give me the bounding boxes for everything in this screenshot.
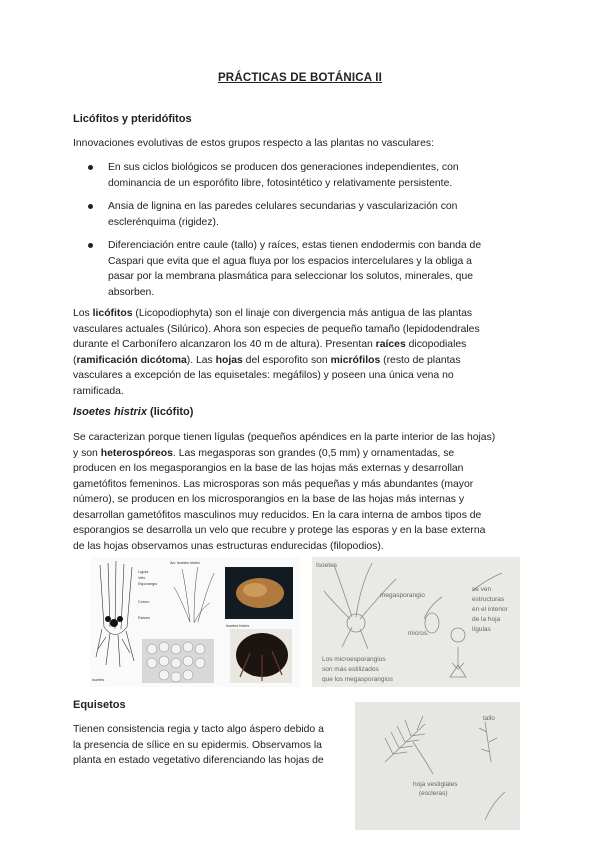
text-run: y son: [73, 447, 101, 459]
svg-text:micros.: micros.: [408, 630, 429, 637]
svg-text:Isoetes: Isoetes: [92, 678, 105, 682]
intro-paragraph: Innovaciones evolutivas de estos grupos respecto a las plantas no vasculares:: [73, 138, 434, 149]
svg-text:Isoetes histrix: Isoetes histrix: [226, 624, 250, 628]
bold-term: raíces: [375, 339, 406, 350]
bullet-line: absorben.: [108, 286, 155, 298]
bullet-line: Diferenciación entre caule (tallo) y raíces, estas tienen endodermis con banda de: [108, 240, 482, 251]
svg-text:que los megasporangios: que los megasporangios: [322, 676, 393, 683]
isoetes-plate-figure: [90, 557, 300, 687]
text-run: (licófito): [146, 406, 194, 418]
text-run: Tienen consistencia regia y tacto algo áspero debido a: [73, 724, 324, 735]
text-run: durante el Carbonífero alcanzaron los 40 m de altura). Presentan: [73, 339, 376, 350]
section-heading-equisetos: Equisetos: [73, 699, 126, 711]
bullet-line: Ansia de lignina en las paredes celulares secundarias y vascularización con: [108, 201, 458, 212]
svg-text:lígulas: lígulas: [472, 626, 491, 633]
bullet-line: dominancia de un esporófito libre, fotosintético y relativamente persistente.: [108, 177, 453, 189]
text-run: Se caracterizan porque tienen lígulas (pequeños apéndices en la parte interior de las hojas): [73, 432, 496, 443]
bullet-item-2: [92, 199, 487, 230]
bullet-dot: [88, 165, 93, 170]
bullet-item-3: [92, 238, 487, 300]
bold-term: micrófilos: [330, 354, 381, 366]
text-run: la presencia de sílice en su epidermis. Observamos la: [73, 739, 322, 751]
svg-text:en el interior: en el interior: [472, 606, 508, 613]
svg-text:megasporangio: megasporangio: [380, 592, 425, 599]
bullet-line: esclerénquima (rigidez).: [108, 216, 219, 228]
svg-text:Velo: Velo: [138, 576, 146, 580]
page-title: PRÁCTICAS DE BOTÁNICA II: [217, 72, 383, 84]
text-run: (: [73, 354, 77, 366]
bold-term: heterospóreos: [100, 447, 173, 459]
text-run: número), se producen en los microsporangios en la base de las hojas más internas y: [73, 494, 465, 505]
text-run: (resto de plantas: [380, 354, 461, 366]
svg-text:Esporangio: Esporangio: [138, 582, 158, 586]
svg-text:son más estilizados: son más estilizados: [322, 666, 379, 673]
text-run: ). Las: [186, 354, 216, 366]
svg-text:Raíces: Raíces: [138, 616, 150, 620]
text-run: planta en estado vegetativo diferenciando las hojas de: [73, 755, 324, 766]
text-run: vasculares actuales (Silúrico). Ahora son especies de pequeño tamaño (lepidodendrales: [73, 323, 480, 335]
svg-text:Cormo: Cormo: [138, 600, 150, 604]
bullet-line: Caspari que evita que el agua fluya por los espacios intercelulares y la obliga a: [108, 255, 472, 267]
bullet-dot: [88, 243, 93, 248]
isoetes-paragraph: [73, 430, 533, 554]
bullet-line: pasar por la membrana plasmática para seleccionar los solutos, minerales, que: [108, 271, 474, 282]
bullet-dot: [88, 204, 93, 209]
svg-text:Los microesporangios: Los microesporangios: [322, 656, 386, 663]
bold-term: hojas: [215, 354, 243, 366]
svg-text:estructuras: estructuras: [472, 596, 505, 603]
text-run: vasculares a excepción de las equisetales: megáfilos) y poseen una única vena no: [73, 370, 454, 381]
text-run: gametófitos femeninos. Las microsporas son más pequeñas y más abundantes (mayor: [73, 478, 474, 490]
equisetos-paragraph: [73, 722, 348, 769]
svg-text:tallo: tallo: [483, 715, 495, 722]
text-run: desarrollan gametófitos masculinos muy reducidos. En la cara interna de ambos tipos de: [73, 509, 482, 521]
text-run: (Licopodiophyta) son el linaje con divergencia más antigua de las plantas: [132, 308, 473, 319]
svg-text:se ven: se ven: [472, 586, 492, 593]
svg-text:Lígula: Lígula: [138, 570, 149, 574]
svg-text:hoja vestigiales: hoja vestigiales: [413, 781, 458, 788]
section-heading-licofitos: Licófitos y pteridófitos: [73, 113, 192, 125]
equisetum-sketch-figure: [355, 702, 520, 830]
text-run: del esporofito son: [242, 354, 331, 366]
svg-text:Isoetes: Isoetes: [316, 562, 337, 569]
bold-term: licófitos: [92, 308, 133, 319]
text-run: producen en los megasporangios en la base de las hojas más externas y desarrollan: [73, 463, 464, 474]
bold-term: ramificación dicótoma: [76, 354, 187, 366]
bullet-item-1: [92, 160, 487, 191]
svg-text:de la hoja: de la hoja: [472, 616, 501, 623]
text-run: Los: [73, 308, 93, 319]
svg-text:Aa: Isoetes histrix: Aa: Isoetes histrix: [170, 561, 200, 565]
bullet-line: En sus ciclos biológicos se producen dos generaciones independientes, con: [108, 162, 459, 173]
svg-text:(escleras): (escleras): [419, 790, 448, 797]
section-heading-isoetes: [73, 406, 193, 418]
text-run: . Las megasporas son grandes (0,5 mm) y ornamentadas, se: [172, 447, 455, 459]
species-name: Isoetes histrix: [73, 406, 147, 418]
isoetes-sketch-figure: [312, 557, 520, 687]
licofitos-paragraph: [73, 306, 533, 399]
text-run: ramificada.: [73, 385, 124, 397]
text-run: de las hojas observamos unas estructuras endurecidas (filopodios).: [73, 540, 384, 552]
text-run: dicopodiales: [405, 339, 467, 350]
text-run: esporangios se desarrolla un velo que recubre y protege las esporas y en la base externa: [73, 525, 486, 536]
